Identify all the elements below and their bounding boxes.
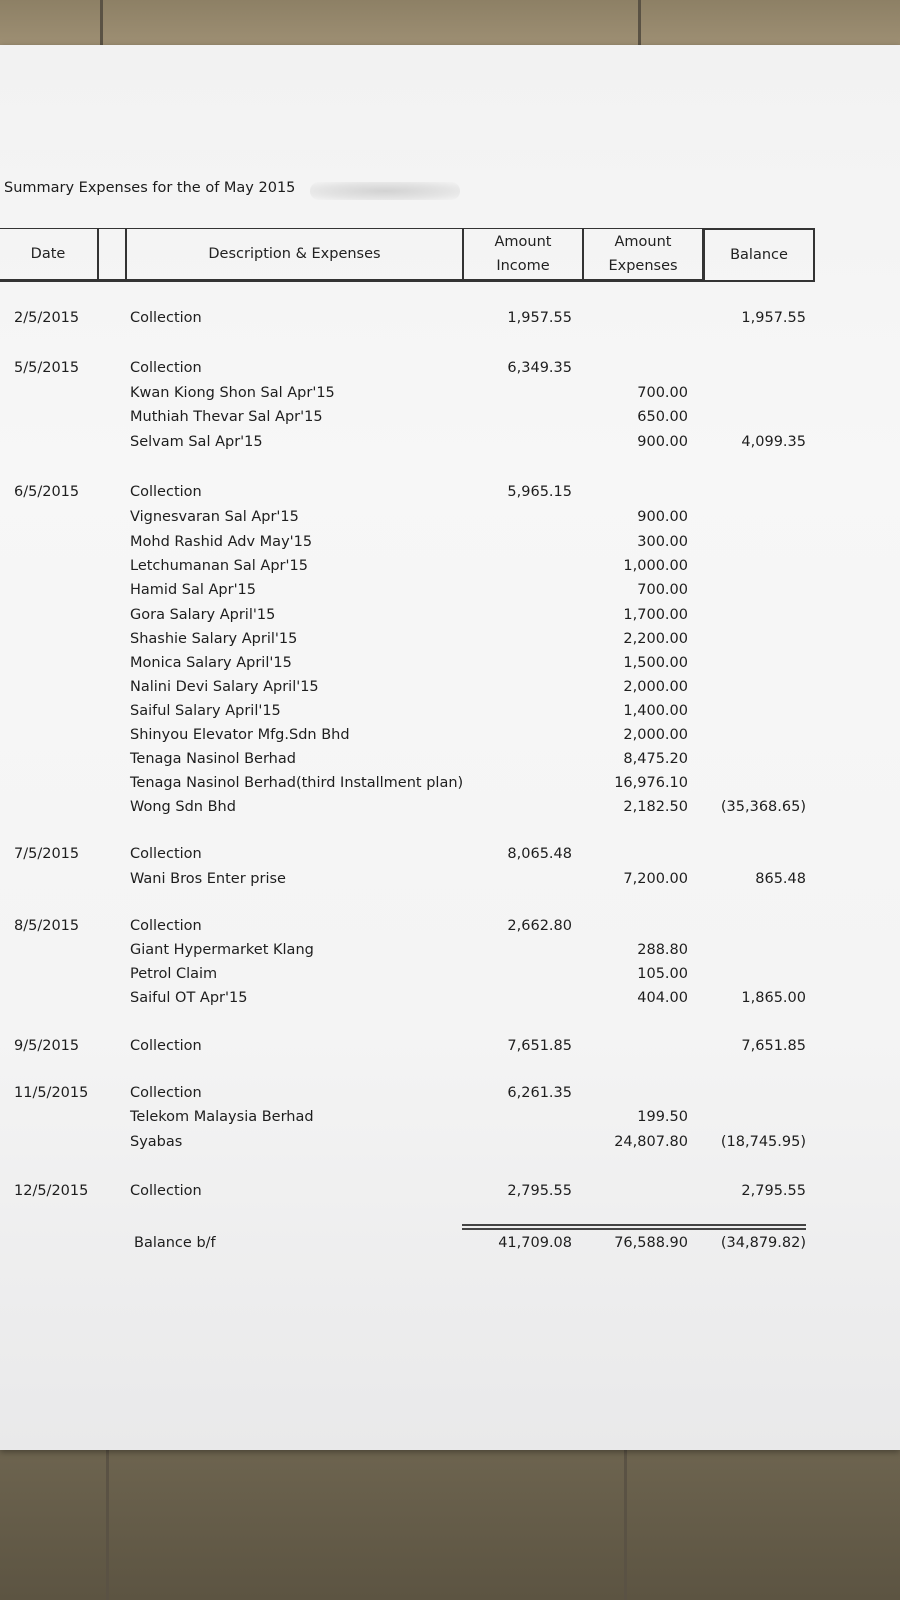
ledger-row <box>0 1183 900 1207</box>
ledger-row <box>0 751 900 775</box>
row-description: Vignesvaran Sal Apr'15 <box>130 509 299 525</box>
row-expense: 8,475.20 <box>623 751 688 767</box>
total-rule-top <box>462 1224 806 1226</box>
row-expense: 24,807.80 <box>614 1134 688 1150</box>
row-description: Collection <box>130 1085 202 1101</box>
row-balance: 4,099.35 <box>741 434 806 450</box>
row-description: Petrol Claim <box>130 966 218 982</box>
ledger-row <box>0 679 900 703</box>
row-description: Collection <box>130 484 202 500</box>
ledger-row <box>0 484 900 508</box>
row-description: Muthiah Thevar Sal Apr'15 <box>130 409 323 425</box>
row-income: 2,795.55 <box>507 1183 572 1199</box>
row-expense: 1,500.00 <box>623 655 688 671</box>
row-description: Tenaga Nasinol Berhad(third Installment plan) <box>130 775 464 791</box>
totals-balance: (34,879.82) <box>720 1235 806 1251</box>
ledger-row <box>0 582 900 606</box>
row-description: Kwan Kiong Shon Sal Apr'15 <box>130 385 335 401</box>
row-date: 7/5/2015 <box>14 846 80 862</box>
row-description: Syabas <box>130 1134 183 1150</box>
ledger-row <box>0 631 900 655</box>
row-expense: 16,976.10 <box>614 775 688 791</box>
row-description: Collection <box>130 310 202 326</box>
row-description: Shashie Salary April'15 <box>130 631 298 647</box>
header-income-cell <box>463 228 583 280</box>
tile-grout <box>638 0 641 45</box>
ledger-row <box>0 1109 900 1133</box>
row-income: 7,651.85 <box>507 1038 572 1054</box>
ledger-row <box>0 846 900 870</box>
ledger-row <box>0 534 900 558</box>
header-expenses-line2: Expenses <box>608 258 678 274</box>
row-date: 12/5/2015 <box>14 1183 89 1199</box>
row-expense: 900.00 <box>637 434 688 450</box>
row-description: Monica Salary April'15 <box>130 655 292 671</box>
row-date: 11/5/2015 <box>14 1085 89 1101</box>
ledger-row <box>0 509 900 533</box>
row-expense: 650.00 <box>637 409 688 425</box>
row-expense: 199.50 <box>637 1109 688 1125</box>
header-expenses-line1: Amount <box>614 234 672 250</box>
header-description-cell <box>126 228 463 280</box>
header-balance-cell <box>703 228 815 282</box>
row-description: Shinyou Elevator Mfg.Sdn Bhd <box>130 727 350 743</box>
row-description: Hamid Sal Apr'15 <box>130 582 257 598</box>
row-expense: 900.00 <box>637 509 688 525</box>
row-description: Letchumanan Sal Apr'15 <box>130 558 308 574</box>
row-expense: 1,400.00 <box>623 703 688 719</box>
ledger-row <box>0 1038 900 1062</box>
ledger-row <box>0 775 900 799</box>
ledger-row <box>0 942 900 966</box>
row-income: 8,065.48 <box>507 846 572 862</box>
row-expense: 2,000.00 <box>623 727 688 743</box>
row-expense: 2,000.00 <box>623 679 688 695</box>
header-date: Date <box>30 246 66 262</box>
row-expense: 700.00 <box>637 582 688 598</box>
row-expense: 7,200.00 <box>623 871 688 887</box>
row-income: 5,965.15 <box>507 484 572 500</box>
row-income: 6,349.35 <box>507 360 572 376</box>
header-description: Description & Expenses <box>208 246 381 262</box>
row-balance: 7,651.85 <box>741 1038 806 1054</box>
tile-grout <box>106 1450 109 1600</box>
row-description: Selvam Sal Apr'15 <box>130 434 263 450</box>
totals-row <box>0 1235 900 1259</box>
row-balance: 2,795.55 <box>741 1183 806 1199</box>
row-description: Saiful OT Apr'15 <box>130 990 248 1006</box>
row-description: Saiful Salary April'15 <box>130 703 281 719</box>
row-balance: (35,368.65) <box>720 799 806 815</box>
header-expenses-cell <box>583 228 703 280</box>
row-description: Collection <box>130 1038 202 1054</box>
ledger-row <box>0 360 900 384</box>
ledger-row <box>0 558 900 582</box>
row-expense: 288.80 <box>637 942 688 958</box>
ledger-row <box>0 385 900 409</box>
ledger-row <box>0 966 900 990</box>
totals-label: Balance b/f <box>134 1235 216 1251</box>
row-description: Collection <box>130 1183 202 1199</box>
row-description: Collection <box>130 360 202 376</box>
row-description: Wani Bros Enter prise <box>130 871 286 887</box>
row-description: Collection <box>130 918 202 934</box>
ledger-row <box>0 918 900 942</box>
ledger-row <box>0 1085 900 1109</box>
row-description: Mohd Rashid Adv May'15 <box>130 534 313 550</box>
row-expense: 700.00 <box>637 385 688 401</box>
row-balance: 865.48 <box>755 871 806 887</box>
redaction-smudge <box>310 182 460 200</box>
row-expense: 2,182.50 <box>623 799 688 815</box>
ledger-row <box>0 703 900 727</box>
row-date: 5/5/2015 <box>14 360 80 376</box>
floor-background-bottom <box>0 1440 900 1600</box>
totals-income: 41,709.08 <box>498 1235 572 1251</box>
ledger-row <box>0 409 900 433</box>
row-description: Telekom Malaysia Berhad <box>130 1109 314 1125</box>
row-date: 8/5/2015 <box>14 918 80 934</box>
row-description: Collection <box>130 846 202 862</box>
header-income-line2: Income <box>496 258 550 274</box>
row-description: Wong Sdn Bhd <box>130 799 236 815</box>
ledger-row <box>0 310 900 334</box>
row-expense: 1,700.00 <box>623 607 688 623</box>
row-balance: 1,957.55 <box>741 310 806 326</box>
row-description: Tenaga Nasinol Berhad <box>130 751 296 767</box>
row-income: 6,261.35 <box>507 1085 572 1101</box>
ledger-row <box>0 607 900 631</box>
page-title: Summary Expenses for the of May 2015 <box>4 180 296 196</box>
ledger-row <box>0 655 900 679</box>
ledger-row <box>0 871 900 895</box>
row-expense: 1,000.00 <box>623 558 688 574</box>
header-date-cell <box>0 228 98 280</box>
ledger-row <box>0 434 900 458</box>
tile-grout <box>624 1450 627 1600</box>
row-expense: 105.00 <box>637 966 688 982</box>
row-income: 2,662.80 <box>507 918 572 934</box>
header-bottom-rule <box>0 280 815 282</box>
ledger-row <box>0 727 900 751</box>
totals-expense: 76,588.90 <box>614 1235 688 1251</box>
row-date: 2/5/2015 <box>14 310 80 326</box>
header-balance: Balance <box>730 247 788 263</box>
row-date: 9/5/2015 <box>14 1038 80 1054</box>
ledger-row <box>0 799 900 823</box>
row-balance: 1,865.00 <box>741 990 806 1006</box>
row-description: Gora Salary April'15 <box>130 607 276 623</box>
row-expense: 300.00 <box>637 534 688 550</box>
row-expense: 2,200.00 <box>623 631 688 647</box>
header-income-line1: Amount <box>494 234 552 250</box>
row-date: 6/5/2015 <box>14 484 80 500</box>
row-balance: (18,745.95) <box>720 1134 806 1150</box>
total-rule-bottom <box>462 1228 806 1230</box>
ledger-row <box>0 990 900 1014</box>
ledger-row <box>0 1134 900 1158</box>
header-spacer-cell <box>98 228 126 280</box>
row-expense: 404.00 <box>637 990 688 1006</box>
tile-grout <box>100 0 103 45</box>
row-description: Nalini Devi Salary April'15 <box>130 679 319 695</box>
row-income: 1,957.55 <box>507 310 572 326</box>
row-description: Giant Hypermarket Klang <box>130 942 314 958</box>
